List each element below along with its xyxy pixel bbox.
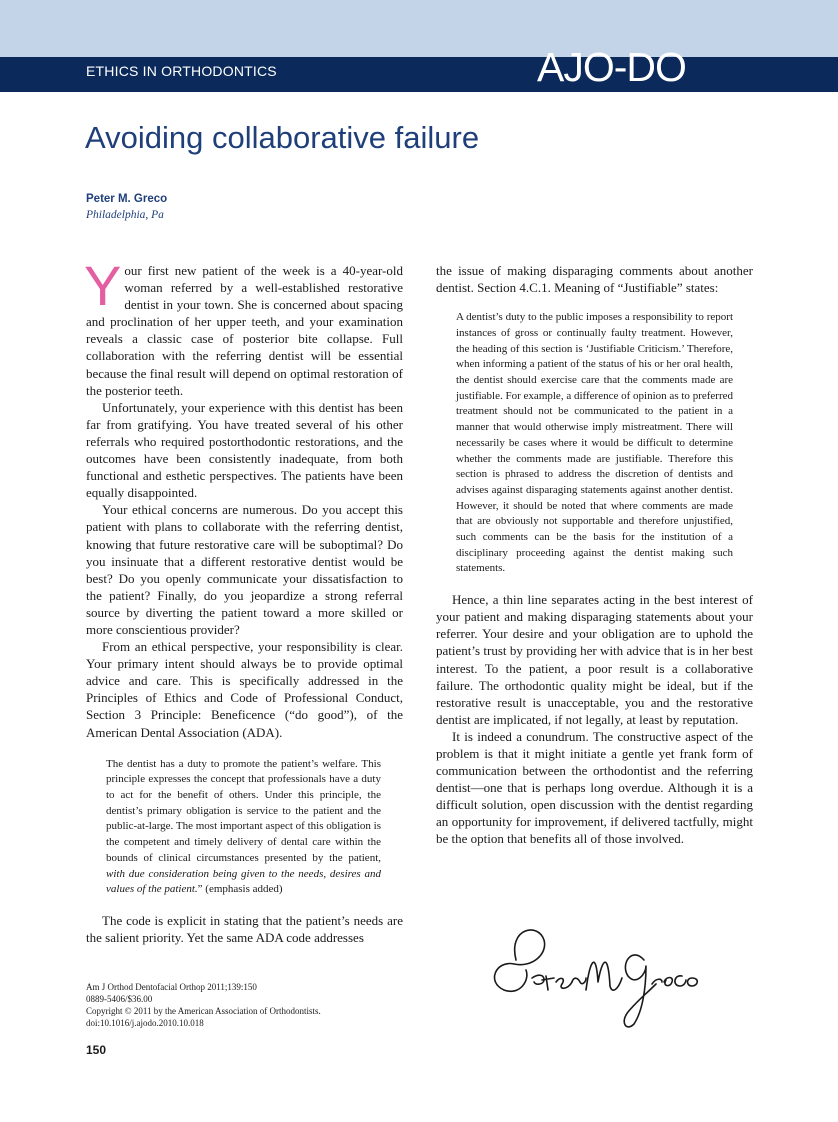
copyright: Copyright © 2011 by the American Association of Orthodontists.	[86, 1006, 321, 1016]
citation: Am J Orthod Dentofacial Orthop 2011;139:150	[86, 982, 257, 992]
paragraph-8: It is indeed a conundrum. The constructive aspect of the problem is that it might initiate a gentle yet frank form of communication between the orthodontist and the referring dentist—one that is perhaps long overdue. Although it is a difficult solution, open discussion with the dentist regarding an opportunity for improvement, if delivered tactfully, might be the option that benefits all of those involved.	[436, 728, 753, 847]
paragraph-3: Your ethical concerns are numerous. Do you accept this patient with plans to collaborate with the referring dentist, knowing that future restorative care will be suboptimal? Do you insinuate that a different restorative dentist would be best? Do you openly communicate your dissatisfaction to the patient? Finally, do you jeopardize a strong referral source by diverting the patient toward a more skilled or more conscientious provider?	[86, 502, 403, 637]
quote-1-emphasis: with due consideration being given to the needs, desires and values of the patient.	[106, 867, 381, 896]
ada-quote-beneficence	[106, 757, 381, 898]
doi-link[interactable]: doi:10.1016/j.ajodo.2010.10.018	[86, 1018, 204, 1028]
issn-price: 0889-5406/$36.00	[86, 994, 153, 1004]
page-number: 150	[86, 1043, 107, 1057]
journal-logo: AJO-DO	[537, 44, 686, 90]
left-column	[84, 254, 403, 946]
paragraph-7: Hence, a thin line separates acting in the best interest of your patient and making disparaging statements about your referrer. Your desire and your obligation are to uphold the patient’s trust by providing her with advice that is in her best interest. To the patient, a poor result is a collaborative failure. The orthodontic quality might be ideal, but if the restorative result is unacceptable, you and the restorative dentist are implicated, if not legally, at least by reputation.	[436, 592, 753, 727]
quote-1-tail: ” (emphasis added)	[197, 883, 283, 896]
paragraph-5: The code is explicit in stating that the patient’s needs are the salient priority. Yet the same ADA code addresses	[86, 912, 403, 946]
paragraph-1-text: our first new patient of the week is a 40-year-old woman referred by a well-established restorative dentist in your town. She is concerned about spacing and proclination of her upper teeth, and your examination reveals a classic case of posterior bite collapse. Full collaboration with the referring dentist will be essential because the final result will depend on optimal restoration of the posterior teeth.	[86, 263, 403, 398]
quote-1-text: The dentist has a duty to promote the patient’s welfare. This principle expresses the concept that professionals have a duty to act for the benefit of others. Under this principle, the dentist’s primary obligation is service to the patient and the public-at-large. The most important aspect of this obligation is the competent and timely delivery of dental care within the bounds of clinical circumstances presented by the patient,	[106, 757, 381, 864]
article-footer	[86, 981, 406, 1029]
author-name: Peter M. Greco	[86, 193, 168, 205]
author-signature	[486, 920, 706, 1032]
right-column	[436, 262, 753, 848]
paragraph-6: the issue of making disparaging comments about another dentist. Section 4.C.1. Meaning of “Justifiable” states:	[436, 263, 753, 296]
header-band	[0, 0, 838, 57]
paragraph-1	[84, 254, 403, 399]
paragraph-4: From an ethical perspective, your responsibility is clear. Your primary intent should always be to provide optimal advice and care. This is specifically addressed in the Principles of Ethics and Code of Professional Conduct, Section 3 Principle: Beneficence (“do good”), of the American Dental Association (ADA).	[86, 639, 403, 740]
drop-cap: Y	[84, 254, 122, 317]
author-affiliation: Philadelphia, Pa	[86, 209, 164, 221]
article-title: Avoiding collaborative failure	[85, 120, 480, 155]
section-label: ETHICS IN ORTHODONTICS	[86, 63, 277, 79]
paragraph-2: Unfortunately, your experience with this dentist has been far from gratifying. You have treated several of his other referrals who required postorthodontic restorations, and the outcomes have been consistently inadequate, from both functional and esthetic perspectives. The patients have been equally disappointed.	[86, 399, 403, 501]
ada-quote-justifiable: A dentist’s duty to the public imposes a responsibility to report instances of gross or continually faulty treatment. However, the heading of this section is ‘Justifiable Criticism.’ Therefore, when informing a patient of the status of his or her oral health, the dentist should exercise care that the comments made are justifiable. For example, a difference of opinion as to preferred treatment should not be communicated to the patient in a manner that would otherwise imply mistreatment. There will necessarily be cases where it would be difficult to determine whether the comments made are justifiable. Therefore this section is phrased to address the discretion of dentists and advises against disparaging statements against another dentist. However, it should be noted that where comments are made that are obviously not supportable and therefore unjustified, such comments can be the basis for the institution of a disciplinary proceeding against the dentist making such statements.	[456, 311, 733, 575]
